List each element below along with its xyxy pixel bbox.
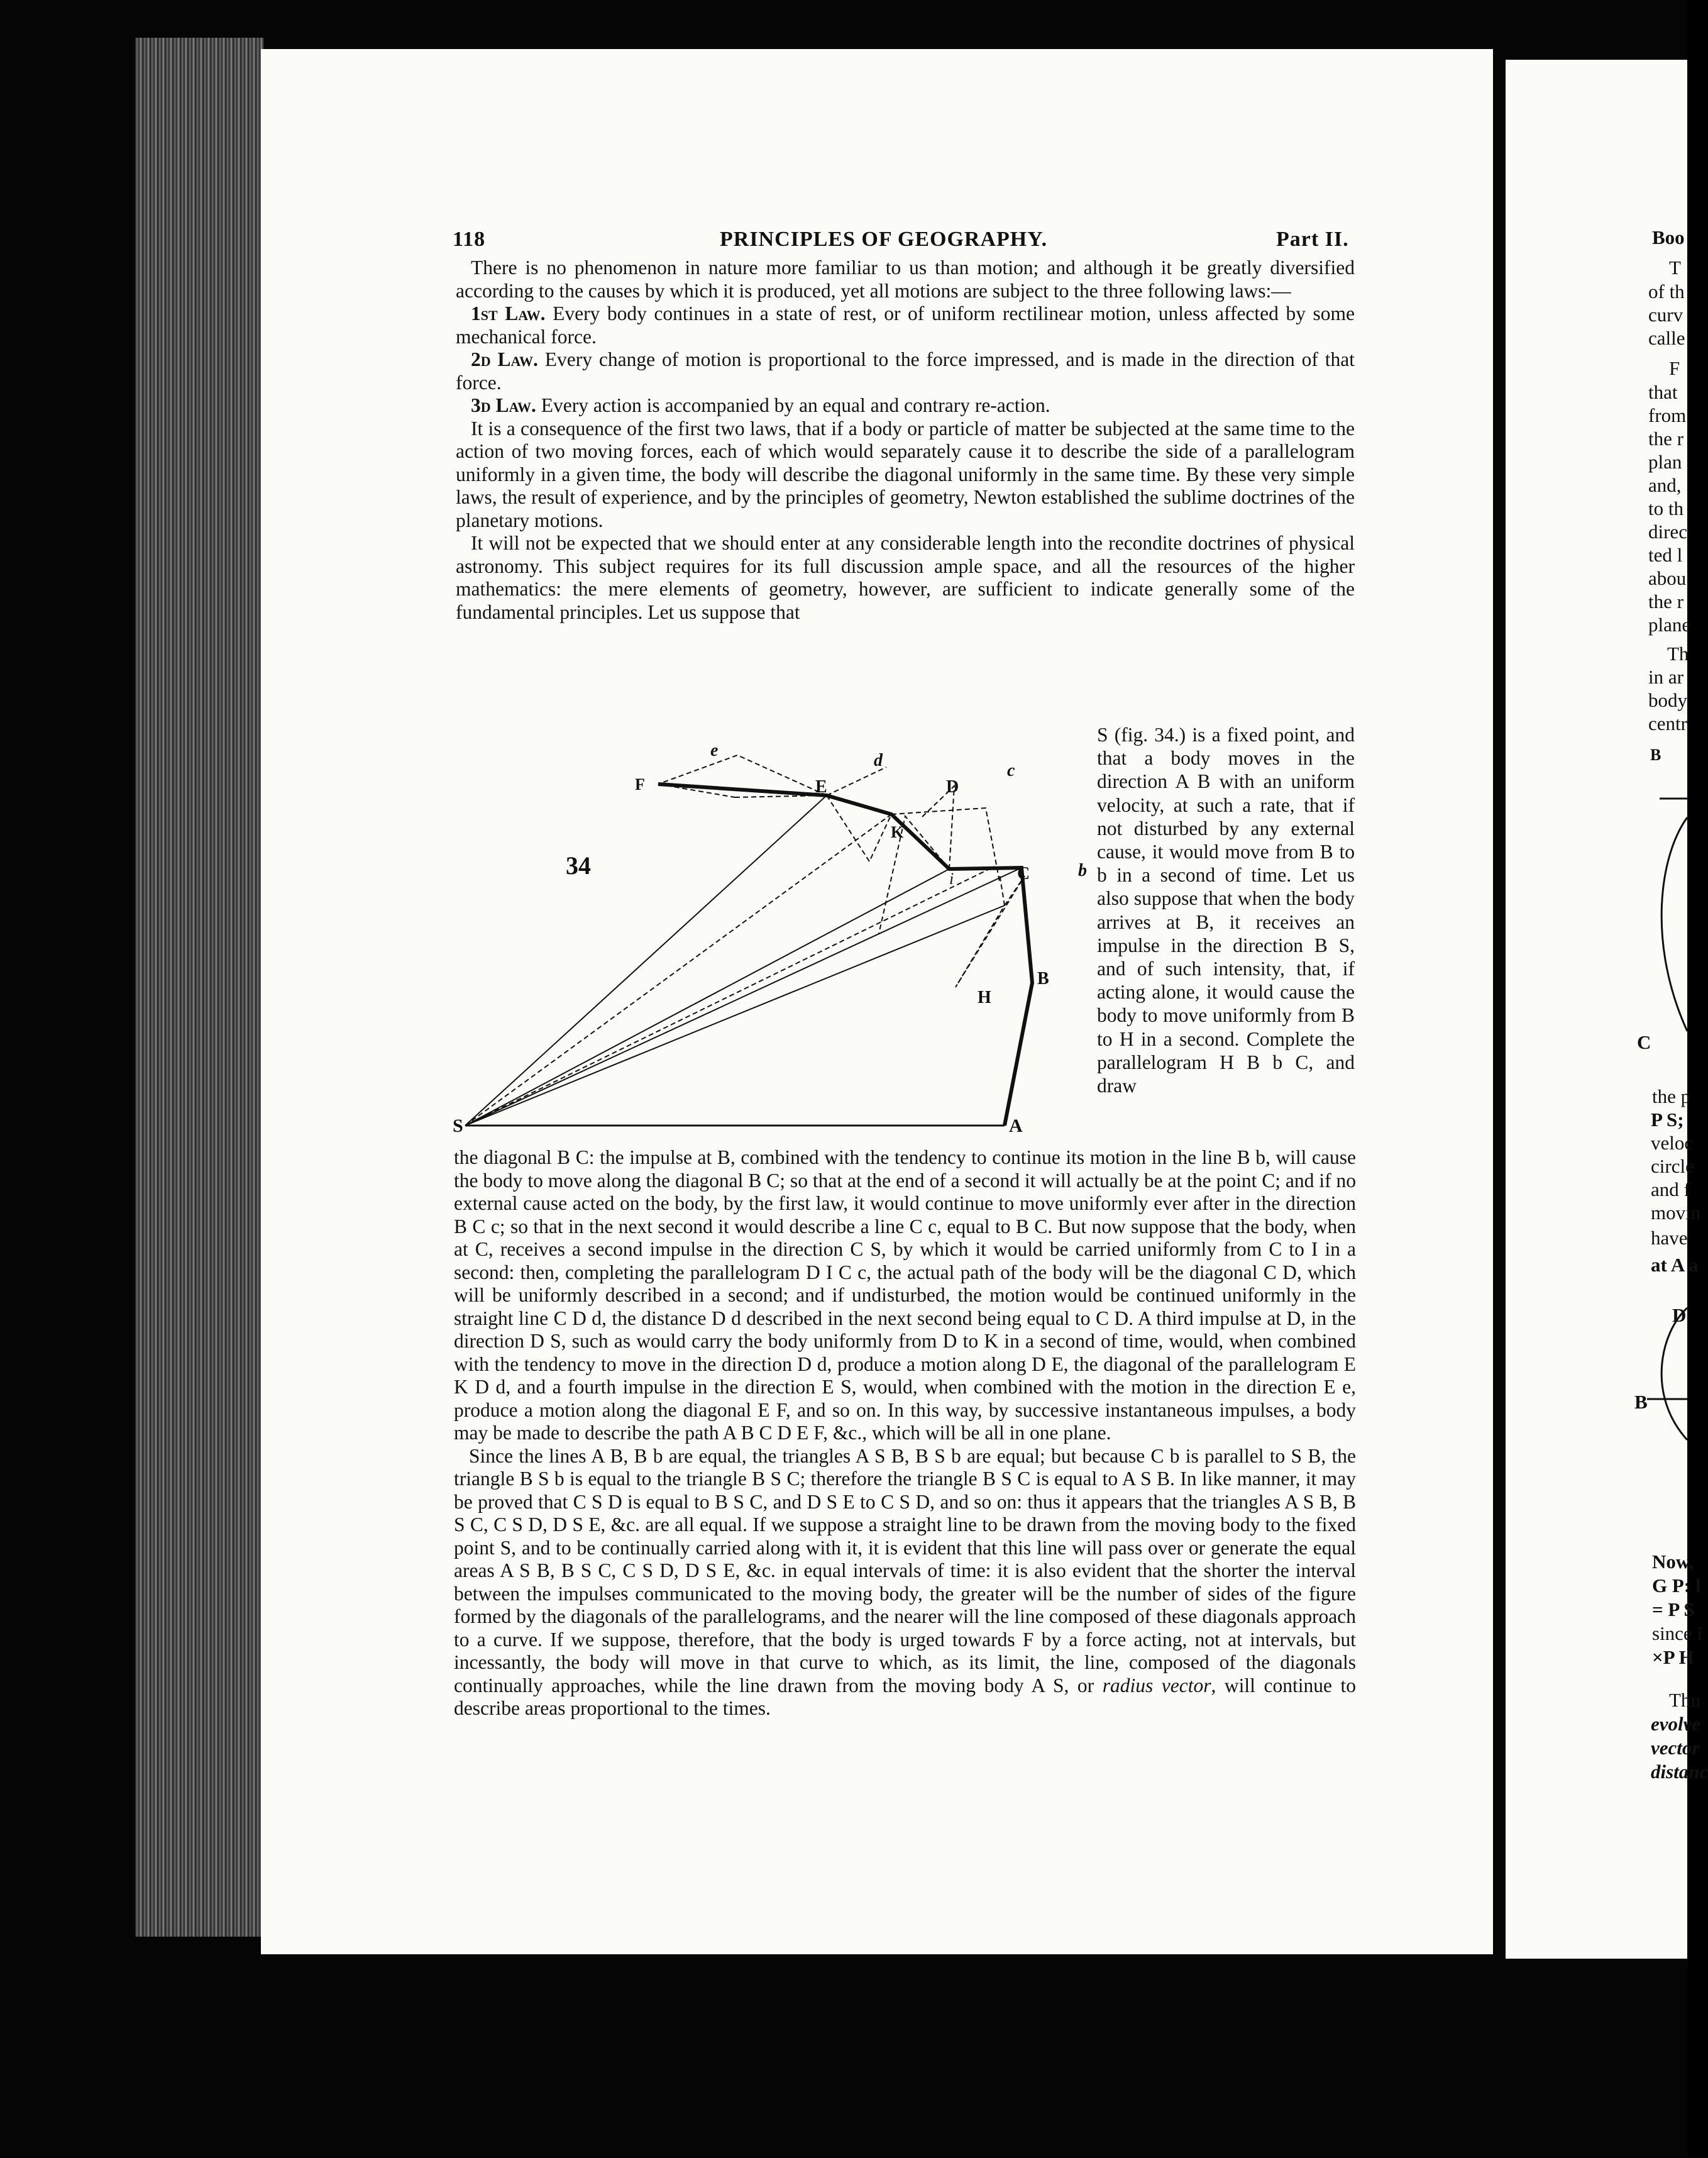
right-fragment: Now, <box>1652 1551 1694 1573</box>
right-fragment: since i <box>1652 1622 1703 1644</box>
right-fragment: the r <box>1648 428 1683 450</box>
law-3 <box>456 394 1355 418</box>
figure-34-diagram <box>453 736 1100 1138</box>
fig-label-e: e <box>710 741 719 760</box>
law-2-label: 2d Law. <box>471 348 538 370</box>
right-fragment: B <box>1650 746 1661 764</box>
right-fragment: movin <box>1651 1202 1701 1224</box>
running-title: PRINCIPLES OF GEOGRAPHY. <box>720 228 1048 251</box>
right-fragment: from <box>1648 404 1687 426</box>
law-3-label: 3d Law. <box>471 394 536 416</box>
right-fragment: T <box>1669 257 1681 279</box>
right-fragment: in ar <box>1648 666 1683 688</box>
right-fragment: ted l <box>1648 544 1683 566</box>
right-page-diagrams <box>1634 780 1687 1459</box>
fig-label-A: A <box>1009 1115 1023 1136</box>
right-fragment: body <box>1648 689 1687 711</box>
lower-text <box>454 1146 1356 1720</box>
right-fragment: = P S <box>1652 1598 1695 1620</box>
figure-number: 34 <box>566 851 591 880</box>
right-fragment: calle <box>1648 327 1685 349</box>
right-fragment: at A a <box>1651 1254 1699 1276</box>
radius-vector-term: radius vector <box>1102 1674 1211 1696</box>
right-fragment: D <box>1672 1304 1687 1326</box>
right-fragment: Th <box>1667 643 1689 665</box>
fig-label-S: S <box>453 1115 463 1136</box>
right-fragment: and, <box>1648 474 1682 496</box>
right-fragment: G P: l <box>1652 1574 1701 1596</box>
right-fragment: B <box>1634 1391 1648 1413</box>
astronomy-paragraph: It will not be expected that we should enter at any considerable length into the recondite doctrines of physical astronomy. This subject requires for its full discussion ample space, and all the resources of the higher mathematics: the mere elements of geometry, however, are sufficient to indicate generally some of the fundamental principles. Let us suppose that <box>456 532 1355 623</box>
right-fragment: circle <box>1651 1155 1694 1177</box>
intro-text <box>456 257 1355 624</box>
equal-areas-paragraph <box>454 1445 1356 1720</box>
fig-label-c: c <box>1007 761 1015 780</box>
law-1 <box>456 302 1355 348</box>
fig-label-H: H <box>978 988 991 1007</box>
right-fragment: veloc <box>1651 1132 1694 1154</box>
right-fragment: distanc <box>1651 1761 1708 1783</box>
right-fragment: abou <box>1648 567 1687 589</box>
consequence-paragraph: It is a consequence of the first two laws, that if a body or particle of matter be subjected at the same time to the action of two moving forces, each of which would separately cause it to describe the side of a parallelogram uniformly in a given time, the body will describe the diagonal uniformly in the same time. By these very simple laws, the result of experience, and by the principles of geometry, Newton established the sublime doctrines of the planetary motions. <box>456 417 1355 531</box>
right-fragment: ×P H <box>1652 1646 1694 1668</box>
fig-label-F: F <box>635 775 645 794</box>
book-binding-edge <box>135 38 264 1937</box>
fig-label-C: C <box>1017 864 1030 883</box>
diagonal-paragraph: the diagonal B C: the impulse at B, combined with the tendency to continue its motion in the line B b, will cause the body to move along the diagonal B C; so that at the end of a second it will actually be at the point C; and if no external cause acted on the body, by the first law, it would continue to move uniformly ever after in the direction B C c; so that in the next second it would describe a line C c, equal to B C. But now suppose that the body, when at C, receives a second impulse in the direction C S, by which it would be carried uniformly from C to I in a second: then, completing the parallelogram D I C c, the actual path of the body will be the diagonal C D, which will be uniformly described in a second; and if undisturbed, the motion would be continued uniformly in the straight line C D d, the distance D d described in the next second being equal to C D. A third impulse at D, in the direction D S, such as would carry the body uniformly from D to K in a second of time, would, when combined with the tendency to move in the direction D d, produce a motion along D E, the diagonal of the parallelogram E K D d, and a fourth impulse in the direction E S, would, when combined with the motion in the direction E e, produce a motion along the diagonal E F, and so on. In this way, by successive instantaneous impulses, a body may be made to describe the path A B C D E F, &c., which will be all in one plane. <box>454 1146 1356 1444</box>
right-fragment: C <box>1637 1031 1651 1053</box>
intro-paragraph: There is no phenomenon in nature more familiar to us than motion; and although it be greatly diversified according to the causes by which it is produced, yet all motions are subject to the three following laws:— <box>456 257 1355 302</box>
right-fragment: evolve <box>1651 1713 1701 1735</box>
fig-label-B: B <box>1037 969 1049 988</box>
page-number: 118 <box>453 228 486 251</box>
law-3-text: Every action is accompanied by an equal and contrary re-action. <box>536 394 1050 416</box>
law-2 <box>456 348 1355 394</box>
right-fragment: and f <box>1651 1178 1690 1200</box>
right-fragment: the r <box>1648 590 1683 612</box>
right-fragment: to th <box>1648 497 1683 519</box>
right-fragment: Thu <box>1669 1689 1700 1711</box>
right-fragment: direc <box>1648 521 1687 543</box>
side-column-paragraph: S (fig. 34.) is a fixed point, and that a body moves in the direction A B with an uniform velocity, at such a rate, that if not disturbed by any external cause, it would move from B to b in a second of time. Let us also suppose that when the body arrives at B, it receives an impulse in the direction B S, and of such intensity, that, if acting alone, it would cause the body to move uniformly from B to H in a second. Complete the parallelogram H B b C, and draw <box>1097 724 1355 1097</box>
law-2-text: Every change of motion is proportional to the force impressed, and is made in the direction of that force. <box>456 348 1355 394</box>
right-fragment: F <box>1669 357 1680 379</box>
part-label: Part II. <box>1276 228 1349 251</box>
right-fragment: centr <box>1648 712 1687 734</box>
law-1-label: 1st Law. <box>471 302 546 324</box>
right-fragment: curv <box>1648 304 1683 326</box>
side-column-text <box>1097 723 1355 1097</box>
figure-34 <box>453 736 1100 1138</box>
right-fragment: the p <box>1652 1085 1691 1107</box>
right-fragment: of th <box>1648 280 1685 302</box>
fig-label-d: d <box>874 751 883 770</box>
equal-areas-end: , will continue to describe areas proportional to the times. <box>454 1674 1356 1719</box>
right-fragment: plane <box>1648 614 1691 636</box>
right-fragment: plan <box>1648 451 1682 473</box>
fig-label-D: D <box>946 777 959 797</box>
equal-areas-text: Since the lines A B, B b are equal, the triangles A S B, B S b are equal; but because C b is parallel to S B, the triangle B S b is equal to the triangle B S C; therefore the triangle B S C is equal to A S B. In like manner, it may be proved that C S D is equal to B S C, and D S E to C S D, and so on: thus it appears that the triangles A S B, B S C, C S D, D S E, &c. are all equal. If we suppose a straight line to be drawn from the moving body to the fixed point S, and to be continually carried along with it, it is evident that this line will pass over or generate the equal areas A S B, B S C, C S D, D S E, &c. in equal intervals of time: it is also evident that the shorter the interval between the impulses communicated to the moving body, the greater will be the number of sides of the figure formed by the diagonals of the parallelograms, and the nearer will the line composed of these diagonals approach to a curve. If we suppose, therefore, that the body is urged towards F by a force acting, not at intervals, but incessantly, the body will move in that curve to which, as its limit, the line, composed of the diagonals continually approaches, while the line drawn from the moving body A S, or <box>454 1444 1356 1696</box>
right-fragment: have <box>1651 1227 1688 1249</box>
right-fragment: vector <box>1651 1737 1700 1759</box>
fig-label-E: E <box>815 777 827 797</box>
fig-label-K: K <box>891 823 904 841</box>
right-fragment: Boo <box>1652 226 1685 248</box>
fig-label-b: b <box>1078 861 1087 880</box>
fig-label-i: i <box>949 870 954 888</box>
law-1-text: Every body continues in a state of rest, or of uniform rectilinear motion, unless affected by some mechanical force. <box>456 302 1355 348</box>
right-fragment: P S; <box>1651 1109 1684 1131</box>
right-fragment: that <box>1648 381 1678 403</box>
